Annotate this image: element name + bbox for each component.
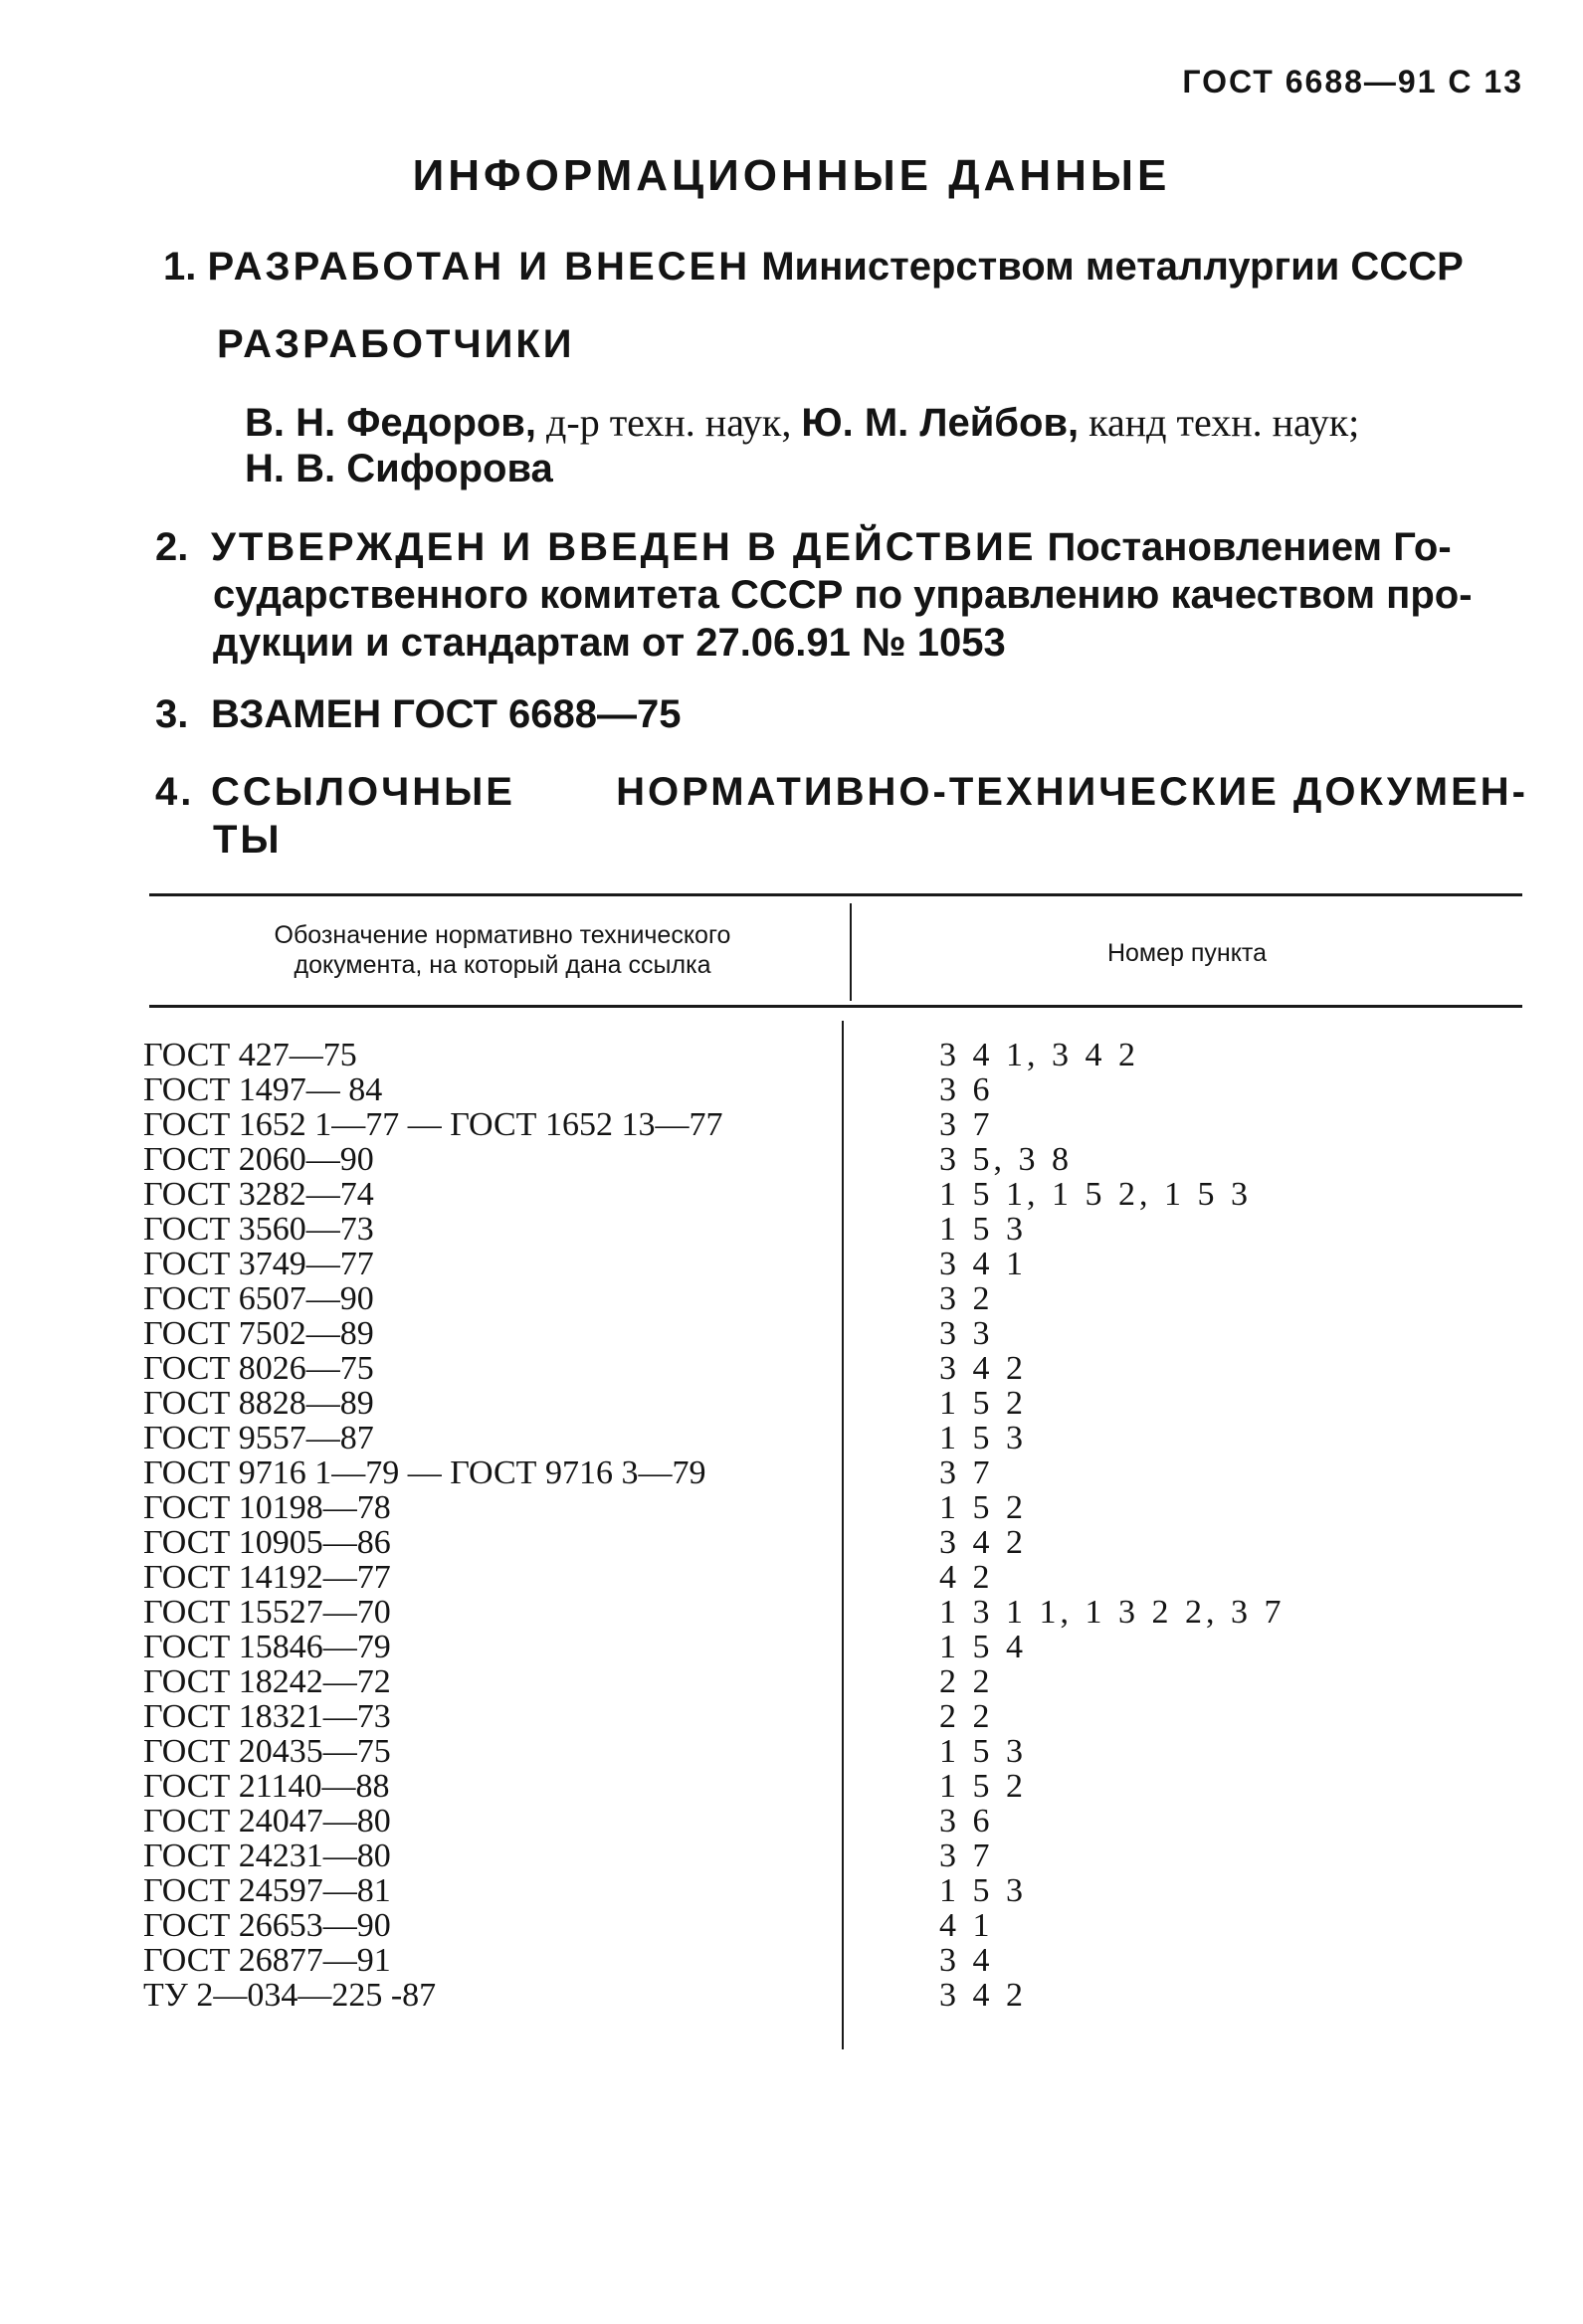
table-row	[143, 1804, 1516, 1839]
item-number: 3 4 2	[939, 1977, 1027, 2014]
table-row	[143, 1839, 1516, 1873]
item-number: 3 4 1, 3 4 2	[939, 1037, 1139, 1073]
table-row	[143, 1734, 1516, 1769]
header-line: документа, на который дана ссылка	[294, 951, 711, 979]
table-row	[143, 1281, 1516, 1316]
document-designation: ГОСТ 1652 1—77 — ГОСТ 1652 13—77	[143, 1106, 723, 1143]
item-number: 2 2	[939, 1663, 994, 1700]
document-designation: ГОСТ 7502—89	[143, 1315, 374, 1352]
table-row	[143, 1699, 1516, 1734]
item-number: 1 5 2	[939, 1489, 1027, 1526]
table-row	[143, 1978, 1516, 2013]
table-row	[143, 1177, 1516, 1212]
item-number: 1 5 3	[939, 1872, 1027, 1909]
document-designation: ГОСТ 26877—91	[143, 1942, 391, 1979]
table-row	[143, 1072, 1516, 1107]
section-number: 2.	[155, 525, 189, 569]
item-number: 1 3 1 1, 1 3 2 2, 3 7	[939, 1594, 1286, 1631]
table-header-document	[164, 920, 841, 980]
section-text: Постановлением Го-	[1047, 525, 1452, 569]
table-row	[143, 1038, 1516, 1072]
document-designation: ГОСТ 24231—80	[143, 1838, 391, 1874]
item-number: 2 2	[939, 1698, 994, 1735]
document-designation: ГОСТ 15527—70	[143, 1594, 391, 1631]
section-4	[155, 768, 1528, 864]
item-number: 1 5 3	[939, 1420, 1027, 1456]
table-row	[143, 1421, 1516, 1455]
document-designation: ГОСТ 21140—88	[143, 1768, 390, 1805]
developers-heading: РАЗРАБОТЧИКИ	[217, 322, 575, 366]
section-text: сударственного комитета СССР по управлению качеством про-	[213, 573, 1473, 617]
table-row	[143, 1247, 1516, 1281]
item-number: 3 6	[939, 1071, 994, 1108]
document-designation: ГОСТ 3282—74	[143, 1176, 374, 1213]
document-designation: ГОСТ 15846—79	[143, 1629, 391, 1665]
section-caption: ТЫ	[213, 818, 283, 862]
section-number: 3.	[155, 692, 189, 736]
document-title: ИНФОРМАЦИОННЫЕ ДАННЫЕ	[412, 151, 1171, 200]
item-number: 3 3	[939, 1315, 994, 1352]
document-designation: ГОСТ 427—75	[143, 1037, 357, 1073]
item-number: 3 4	[939, 1942, 994, 1979]
section-3	[155, 690, 681, 738]
document-designation: ГОСТ 9716 1—79 — ГОСТ 9716 3—79	[143, 1454, 706, 1491]
table-row	[143, 1664, 1516, 1699]
item-number: 4 2	[939, 1559, 994, 1596]
section-caption: ССЫЛОЧНЫЕ	[211, 770, 515, 814]
authors-list	[245, 400, 1538, 491]
item-number: 3 7	[939, 1106, 994, 1143]
item-number: 3 6	[939, 1803, 994, 1840]
section-number: 1.	[163, 245, 197, 289]
item-number: 3 2	[939, 1280, 994, 1317]
section-number: 4.	[155, 770, 195, 814]
section-caption: УТВЕРЖДЕН И ВВЕДЕН В ДЕЙСТВИЕ	[211, 525, 1037, 569]
author-degree: д-р техн. наук,	[546, 400, 792, 445]
document-designation: ГОСТ 24597—81	[143, 1872, 391, 1909]
table-row	[143, 1873, 1516, 1908]
item-number: 1 5 4	[939, 1629, 1027, 1665]
document-designation: ГОСТ 8026—75	[143, 1350, 374, 1387]
document-designation: ГОСТ 10198—78	[143, 1489, 391, 1526]
document-designation: ГОСТ 2060—90	[143, 1141, 374, 1178]
document-designation: ГОСТ 6507—90	[143, 1280, 374, 1317]
document-designation: ГОСТ 18242—72	[143, 1663, 391, 1700]
author-degree: канд техн. наук;	[1088, 400, 1360, 445]
section-caption: РАЗРАБОТАН И ВНЕСЕН	[207, 245, 751, 289]
document-designation: ГОСТ 1497— 84	[143, 1071, 383, 1108]
document-designation: ГОСТ 24047—80	[143, 1803, 391, 1840]
table-row	[143, 1525, 1516, 1560]
item-number: 3 7	[939, 1454, 994, 1491]
table-top-rule	[149, 893, 1522, 896]
author-name: В. Н. Федоров,	[245, 401, 537, 445]
table-row	[143, 1212, 1516, 1247]
table-row	[143, 1490, 1516, 1525]
section-text: ВЗАМЕН ГОСТ 6688—75	[211, 692, 682, 736]
item-number: 1 5 1, 1 5 2, 1 5 3	[939, 1176, 1252, 1213]
table-row	[143, 1595, 1516, 1630]
section-2	[155, 523, 1528, 667]
section-text: дукции и стандартам от 27.06.91 № 1053	[213, 621, 1006, 665]
document-designation: ГОСТ 8828—89	[143, 1385, 374, 1422]
document-designation: ГОСТ 9557—87	[143, 1420, 374, 1456]
table-row	[143, 1908, 1516, 1943]
document-designation: ТУ 2—034—225 -87	[143, 1977, 437, 2014]
table-row	[143, 1630, 1516, 1664]
table-row	[143, 1769, 1516, 1804]
item-number: 1 5 3	[939, 1211, 1027, 1248]
author-name: Н. В. Сифорова	[245, 447, 553, 490]
item-number: 1 5 3	[939, 1733, 1027, 1770]
item-number: 4 1	[939, 1907, 994, 1944]
section-text: Министерством металлургии СССР	[761, 245, 1464, 289]
page-header: ГОСТ 6688—91 С 13	[1182, 64, 1523, 99]
table-body	[143, 1038, 1516, 2013]
section-1	[163, 243, 1526, 290]
document-designation: ГОСТ 10905—86	[143, 1524, 391, 1561]
document-designation: ГОСТ 26653—90	[143, 1907, 391, 1944]
document-designation: ГОСТ 3749—77	[143, 1246, 374, 1282]
table-row	[143, 1351, 1516, 1386]
header-line: Обозначение нормативно технического	[274, 921, 731, 949]
table-row	[143, 1455, 1516, 1490]
table-row	[143, 1107, 1516, 1142]
item-number: 3 4 2	[939, 1350, 1027, 1387]
table-row	[143, 1142, 1516, 1177]
document-designation: ГОСТ 18321—73	[143, 1698, 391, 1735]
item-number: 3 4 2	[939, 1524, 1027, 1561]
item-number: 1 5 2	[939, 1768, 1027, 1805]
table-header-rule	[149, 1005, 1522, 1008]
table-row	[143, 1560, 1516, 1595]
table-row	[143, 1316, 1516, 1351]
table-row	[143, 1386, 1516, 1421]
item-number: 1 5 2	[939, 1385, 1027, 1422]
author-name: Ю. М. Лейбов,	[801, 401, 1080, 445]
item-number: 3 4 1	[939, 1246, 1027, 1282]
document-designation: ГОСТ 3560—73	[143, 1211, 374, 1248]
section-caption: НОРМАТИВНО-ТЕХНИЧЕСКИЕ ДОКУМЕН-	[616, 770, 1528, 814]
table-header-item-number: Номер пункта	[1106, 939, 1268, 967]
document-designation: ГОСТ 20435—75	[143, 1733, 391, 1770]
item-number: 3 7	[939, 1838, 994, 1874]
table-row	[143, 1943, 1516, 1978]
item-number: 3 5, 3 8	[939, 1141, 1073, 1178]
document-designation: ГОСТ 14192—77	[143, 1559, 391, 1596]
